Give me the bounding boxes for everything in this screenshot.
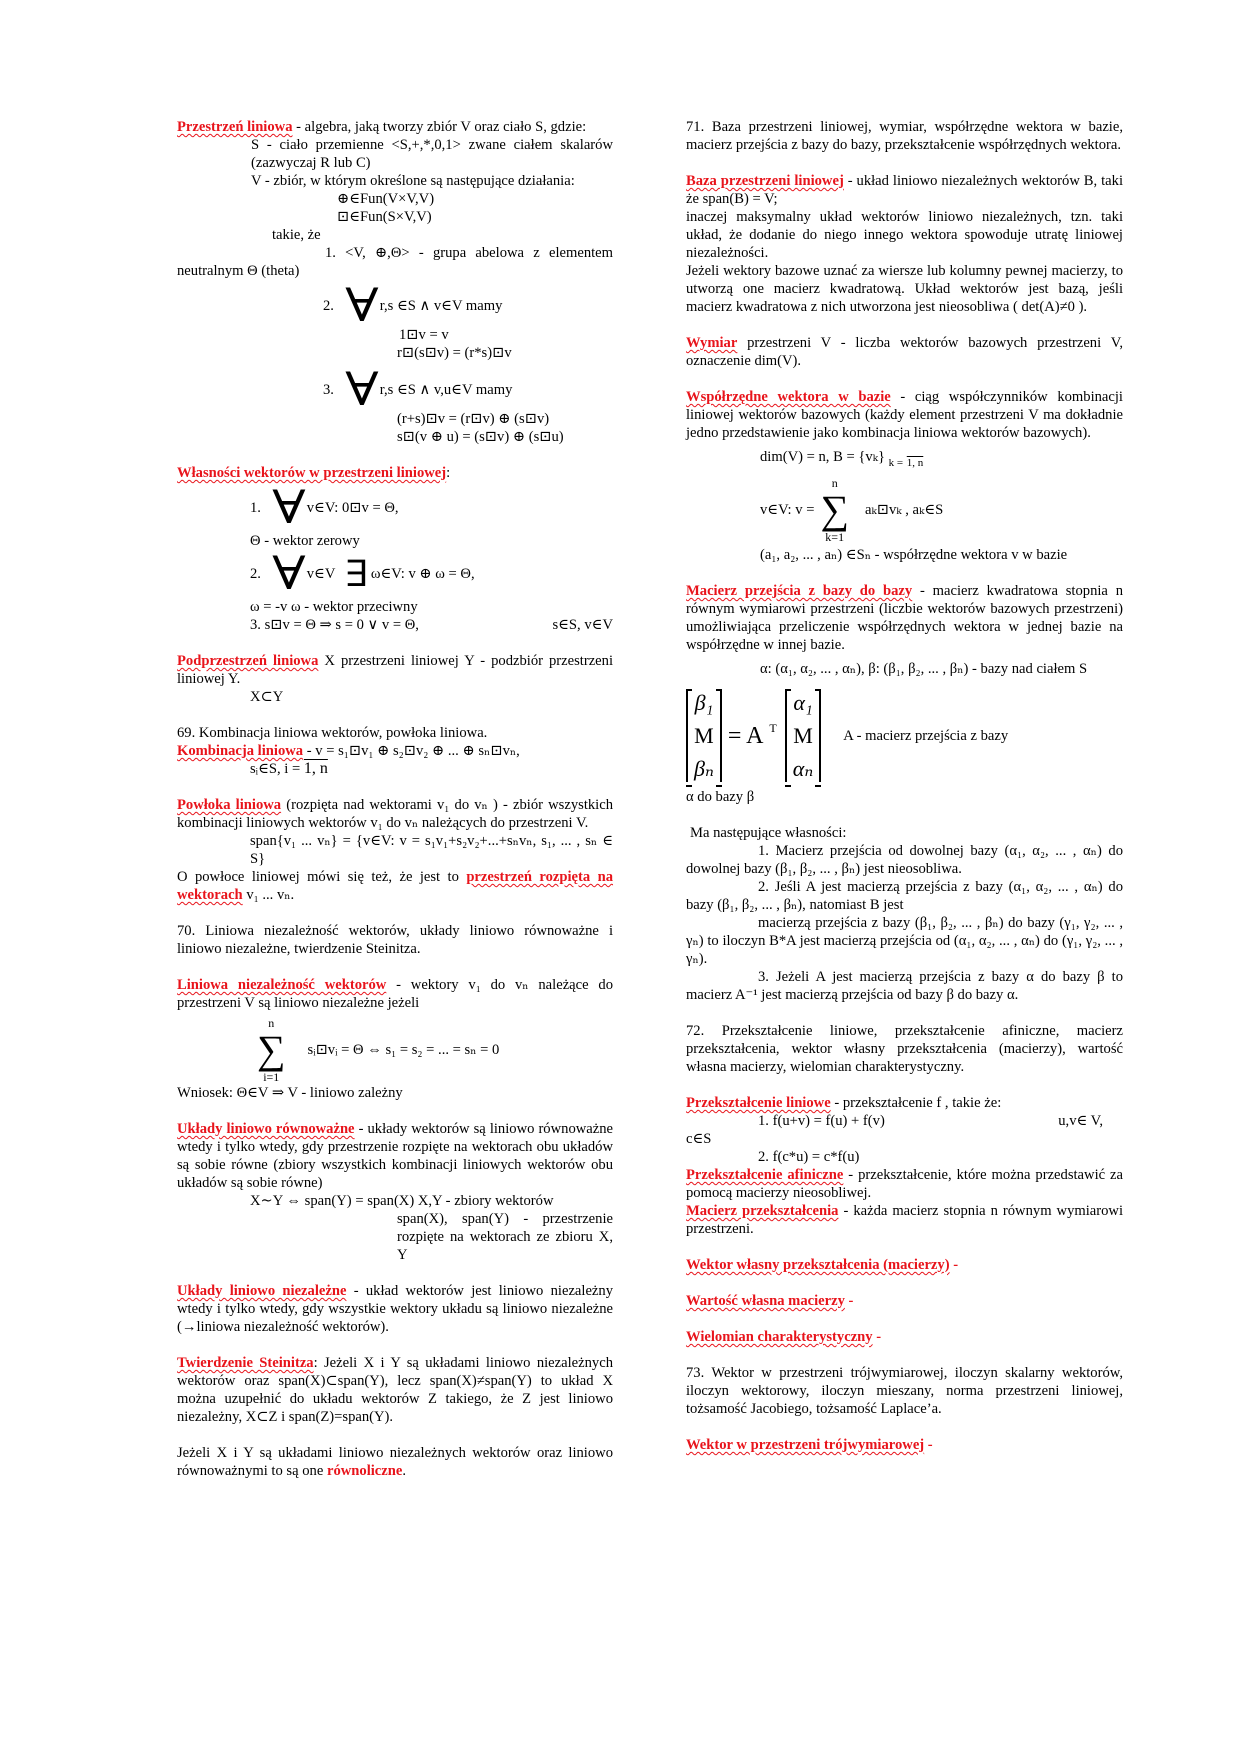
condition-3-head: 3. ∀ r,s ∈S ∧ v,u∈V mamy <box>323 364 513 415</box>
coordinate-formula: v∈V: v = n ∑ k=1 aₖ⊡vₖ , aₖ∈S <box>760 476 944 544</box>
paragraph-dimension: Wymiar przestrzeni V - liczba wektorów bazowych przestrzeni V, oznaczenie dim(V). <box>686 335 1123 369</box>
basis-matrix: Jeżeli wektory bazowe uznać za wiersze lub kolumny pewnej macierzy, to utworzą one macierz kwadratową. Układ wektorów jest bazą, jeśli macierz kwadratowa z nich utworzona jest nieosobliwa ( det(A)≠0 ). <box>686 263 1123 315</box>
span-description: span(X), span(Y) - przestrzenie rozpięte na wektorach ze zbioru X, Y <box>397 1211 613 1263</box>
conclusion: Wniosek: Θ∈V ⇒ V - liniowo zależny <box>177 1085 403 1101</box>
paragraph-affine-map: Przekształcenie afiniczne - przekształcenie, które można przedstawić za pomocą macierzy nieosobliwej. <box>686 1167 1124 1201</box>
property-2: 2. ∀ v∈V ∃ ω∈V: v ⊕ ω = Θ, <box>250 548 475 599</box>
transition-desc: α do bazy β <box>686 789 755 805</box>
exists-icon: ∃ <box>345 554 369 594</box>
paragraph-steinitz: Twierdzenie Steinitza: Jeżeli X i Y są układami liniowo niezależnych wektorów oraz span(X)⊂span(Y), lecz span(X)≠span(Y) to układ X można uzupełnić do układu wektorów Z takiego, że Z jest liniowo niezależny, X⊂Z i span(Z)=span(Y). <box>177 1355 613 1425</box>
question-71: 71. Baza przestrzeni liniowej, wymiar, współrzędne wektora w bazie, macierz przejścia z bazy do bazy, przekształcenie współrzędnych wektora. <box>686 119 1123 153</box>
combination-condition: sᵢ∈S, i = 1, n <box>250 760 328 777</box>
coordinate-sequence: (a₁, a₂, ... , aₙ) ∈Sₙ - współrzędne wektora v w bazie <box>760 547 1068 563</box>
sigma-icon: ∑ <box>820 487 849 532</box>
property-1: 1. Macierz przejścia od dowolnej bazy (α₁, α₂, ... , αₙ) do dowolnej bazy (β₁, β₂, ... , βₙ) jest nieosobliwa. <box>686 843 1123 877</box>
transition-formula: β₁ M βₙ = A $^T$ α₁ M αₙ A - macierz przejścia z bazy <box>686 684 1123 788</box>
question-73: 73. Wektor w przestrzeni trójwymiarowej, iloczyn skalarny wektorów, iloczyn wektorowy, iloczyn mieszany, norma przestrzeni liniowej, tożsamość Jacobiego, tożsamość Laplace’a. <box>686 1365 1123 1417</box>
paragraph-span: Powłoka liniowa (rozpięta nad wektorami v₁ do vₙ ) - zbiór wszystkich kombinacji liniowych wektorów v₁ do vₙ należących do przestrzeni V. <box>177 797 614 831</box>
paragraph-independent-systems: Układy liniowo niezależne - układ wektorów jest liniowo niezależny wtedy i tylko wtedy, gdy wszystkie wektory układu są liniowo niezależne (→liniowa niezależność wektorów). <box>177 1283 613 1335</box>
paragraph-eigenvector: Wektor własny przekształcenia (macierzy) - <box>686 1257 959 1273</box>
set-definition: V - zbiór, w którym określone są następujące działania: <box>251 173 575 189</box>
opposite-vector-note: ω = -v ω - wektor przeciwny <box>250 599 418 615</box>
paragraph-basis: Baza przestrzeni liniowej - układ liniowo niezależnych wektorów B, taki że span(B) = V; <box>686 173 1123 207</box>
right-column <box>686 118 1123 1454</box>
linear-map-1: 1. f(u+v) = f(u) + f(v) u,v∈ V, <box>758 1113 1103 1129</box>
paragraph-transition-matrix: Macierz przejścia z bazy do bazy - macierz kwadratowa stopnia n równym wymiarowi przestrzeni (liczbie wektorów bazowych przestrzeni) umożliwiająca przeliczenie współrzędnych wektora w jednej bazie na współrzędne w innej bazie. <box>686 583 1123 653</box>
forall-icon: ∀ <box>345 280 379 331</box>
operation-1: ⊕∈Fun(V×V,V) <box>337 191 435 207</box>
condition-2-b: r⊡(s⊡v) = (r*s)⊡v <box>397 345 512 361</box>
heading-vector-properties: Własności wektorów w przestrzeni liniowej: <box>177 465 451 481</box>
paragraph-characteristic-polynomial: Wielomian charakterystyczny - <box>686 1329 882 1345</box>
paragraph-subspace: Podprzestrzeń liniowa X przestrzeni liniowej Y - podzbiór przestrzeni liniowej Y. <box>177 653 614 687</box>
such-that: takie, że <box>272 227 321 243</box>
paragraph-linear-independence: Liniowa niezależność wektorów - wektory v₁ do vₙ należące do przestrzeni V są liniowo niezależne jeżeli <box>177 977 614 1011</box>
span-note: O powłoce liniowej mówi się też, że jest to przestrzeń rozpięta na wektorach v₁ ... vₙ. <box>177 869 614 903</box>
zero-vector-note: Θ - wektor zerowy <box>250 533 360 549</box>
paragraph-equinumerous: Jeżeli X i Y są układami liniowo niezależnych wektorów oraz liniowo równoważnymi to są one równoliczne. <box>177 1445 613 1479</box>
paragraph-linear-space: Przestrzeń liniowa - algebra, jaką tworzy zbiór V oraz ciało S, gdzie: <box>177 119 587 135</box>
condition-3-b: s⊡(v ⊕ u) = (s⊡v) ⊕ (s⊡u) <box>397 429 564 445</box>
span-formula: span{v₁ ... vₙ} = {v∈V: v = s₁v₁+s₂v₂+...+sₙvₙ, s₁, ... , sₙ ∈ S} <box>250 833 613 867</box>
independence-formula: n ∑ i=1 sᵢ⊡vᵢ = Θ ⇔ s₁ = s₂ = ... = sₙ = 0 <box>257 1016 500 1084</box>
forall-icon: ∀ <box>272 548 306 599</box>
condition-3-a: (r+s)⊡v = (r⊡v) ⊕ (s⊡v) <box>397 411 550 427</box>
sum-symbol: n ∑ i=1 <box>257 1016 286 1084</box>
field-definition: S - ciało przemienne <S,+,*,0,1> zwane ciałem skalarów (zazwyczaj R lub C) <box>251 137 613 171</box>
properties-heading: Ma następujące własności: <box>690 825 847 841</box>
property-3: 3. Jeżeli A jest macierzą przejścia z bazy α do bazy β to macierz A⁻¹ jest macierzą przejścia od bazy β do bazy α. <box>686 969 1123 1003</box>
scalar-condition: c∈S <box>686 1131 712 1147</box>
condition-1: 1. <V, ⊕,Θ> - grupa abelowa z elementem neutralnym Θ (theta) <box>177 245 613 279</box>
paragraph-eigenvalue: Wartość własna macierzy - <box>686 1293 854 1309</box>
paragraph-transform-matrix: Macierz przekształcenia - każda macierz stopnia n równym wymiarowi przestrzeni. <box>686 1203 1124 1237</box>
beta-vector: β₁ M βₙ <box>686 690 722 782</box>
paragraph-equivalent-systems: Układy liniowo równoważne - układy wektorów są liniowo równoważne wtedy i tylko wtedy, gdy przestrzenie rozpięte na wektorach obu układów są sobie równe (zbiory wszystkich kombinacji liniowych wektorów obu układów są sobie równe) <box>177 1121 614 1191</box>
forall-icon: ∀ <box>272 482 306 533</box>
paragraph-3d-vector: Wektor w przestrzeni trójwymiarowej - <box>686 1437 933 1453</box>
subspace-formula: X⊂Y <box>250 689 284 705</box>
condition-2-a: 1⊡v = v <box>399 327 449 343</box>
paragraph-linear-map: Przekształcenie liniowe - przekształcenie f , takie że: <box>686 1095 1002 1111</box>
term-linear-space: Przestrzeń liniowa <box>177 119 293 135</box>
bases-definition: α: (α₁, α₂, ... , αₙ), β: (β₁, β₂, ... , βₙ) - bazy nad ciałem S <box>760 661 1088 677</box>
linear-map-2: 2. f(c*u) = c*f(u) <box>758 1149 860 1165</box>
sigma-icon: ∑ <box>257 1027 286 1072</box>
question-69: 69. Kombinacja liniowa wektorów, powłoka liniowa. <box>177 725 488 741</box>
paragraph-linear-combination: Kombinacja liniowa - v = s₁⊡v₁ ⊕ s₂⊡v₂ ⊕ ... ⊕ sₙ⊡vₙ, <box>177 743 520 759</box>
equivalence-formula: X∼Y ⇔ span(Y) = span(X) X,Y - zbiory wektorów <box>250 1193 554 1209</box>
question-72: 72. Przekształcenie liniowe, przekształcenie afiniczne, macierz przekształcenia, wektor własny przekształcenia (macierzy), wartość własna macierzy, wielomian charakterystyczny. <box>686 1023 1123 1075</box>
sum-symbol: n ∑ k=1 <box>820 476 849 544</box>
forall-icon: ∀ <box>345 364 379 415</box>
property-1: 1. ∀ v∈V: 0⊡v = Θ, <box>250 482 399 533</box>
question-70: 70. Liniowa niezależność wektorów, układy liniowo równoważne i liniowo niezależne, twierdzenie Steinitza. <box>177 923 613 957</box>
basis-alt: inaczej maksymalny układ wektorów liniowo niezależnych, tzn. taki układ, że dodanie do niego innego wektora spowoduje utratę liniowej niezależności. <box>686 209 1123 261</box>
condition-2-head: 2. ∀ r,s ∈S ∧ v∈V mamy <box>323 280 503 331</box>
property-2: 2. Jeśli A jest macierzą przejścia z bazy (α₁, α₂, ... , αₙ) do bazy (β₁, β₂, ... , βₙ), natomiast B jest <box>686 879 1123 913</box>
operation-2: ⊡∈Fun(S×V,V) <box>337 209 432 225</box>
left-column <box>177 118 613 1480</box>
property-3: 3. s⊡v = Θ ⇒ s = 0 ∨ v = Θ, s∈S, v∈V <box>250 617 613 633</box>
dimension-formula: dim(V) = n, B = {vₖ} $_{k =}$ $_{1, n}$ <box>760 449 924 469</box>
paragraph-coordinates: Współrzędne wektora w bazie - ciąg współczynników kombinacji liniowej wektorów bazowych (każdy element przestrzeni V ma dokładnie jedno przedstawienie jako kombinacja liniowa wektorów bazowych). <box>686 389 1123 441</box>
property-2b: macierzą przejścia z bazy (β₁, β₂, ... , βₙ) do bazy (γ₁, γ₂, ... , γₙ) to iloczyn B*A jest macierzą przejścia od (α₁, α₂, ... , αₙ) do (γ₁, γ₂, ... , γₙ). <box>686 915 1123 967</box>
alpha-vector: α₁ M αₙ <box>785 690 821 782</box>
